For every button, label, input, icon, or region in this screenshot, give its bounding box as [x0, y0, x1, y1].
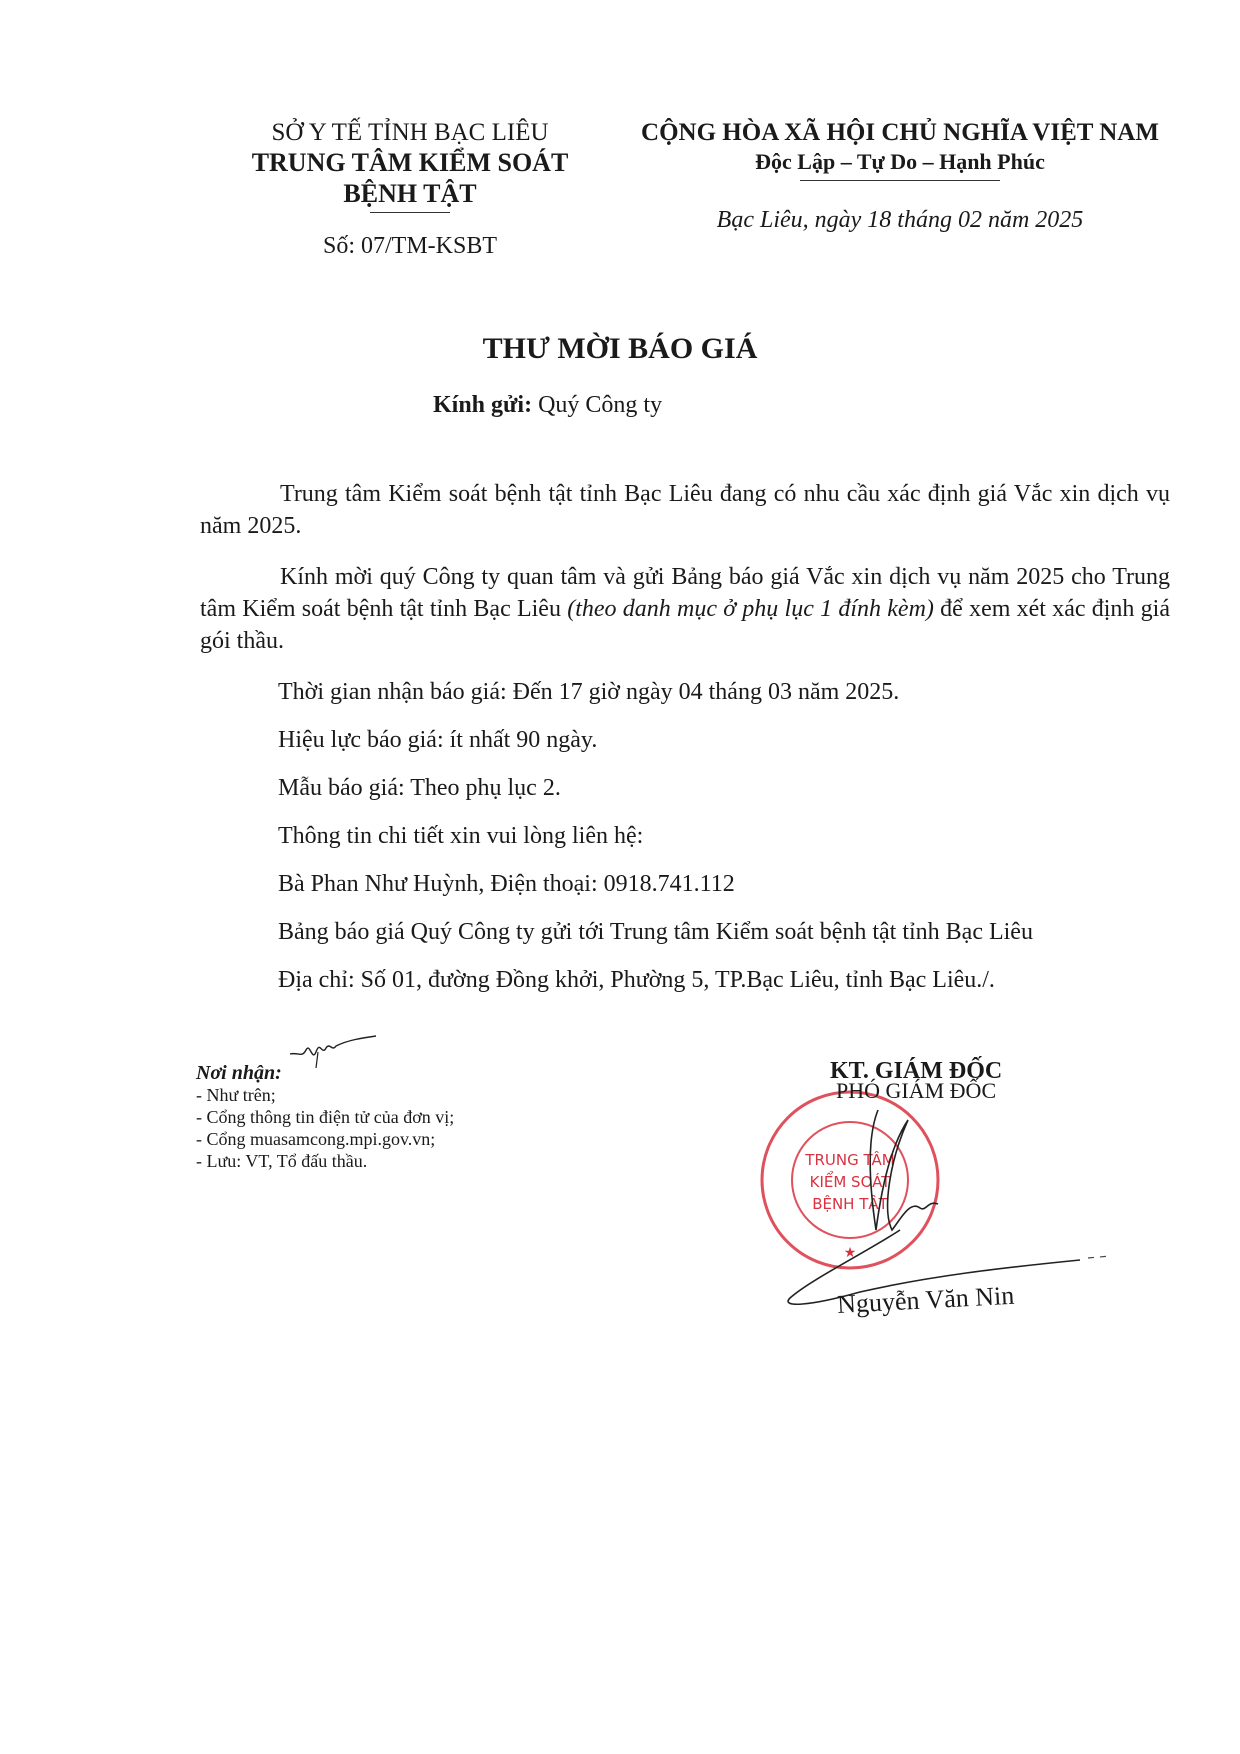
stamp-text-line: KIỂM SOÁT	[809, 1173, 891, 1191]
contact-intro-line: Thông tin chi tiết xin vui lòng liên hệ:	[278, 823, 644, 849]
stamp-star-icon: ★	[843, 1246, 857, 1261]
ministry-name: SỞ Y TẾ TỈNH BẠC LIÊU	[271, 119, 549, 146]
initial-signature	[288, 1032, 378, 1072]
salutation	[433, 392, 662, 419]
signature-subtitle: PHÓ GIÁM ĐỐC	[836, 1078, 997, 1103]
national-motto: Độc Lập – Tự Do – Hạnh Phúc	[755, 149, 1045, 174]
recipient-item: - Cổng muasamcong.mpi.gov.vn;	[196, 1129, 436, 1149]
signature-title: KT. GIÁM ĐỐC	[830, 1058, 1003, 1084]
template-line: Mẫu báo giá: Theo phụ lục 2.	[278, 775, 561, 801]
para2-text-start: Kính mời quý Công ty quan tâm và gửi Bảng báo giá Vắc xin dịch vụ năm 2025 cho Trung tâm Kiểm soát bệnh tật tỉnh Bạc Liêu	[200, 564, 1170, 622]
body-paragraph-2	[200, 561, 1170, 657]
send-to-line: Bảng báo giá Quý Công ty gửi tới Trung tâm Kiểm soát bệnh tật tỉnh Bạc Liêu	[278, 919, 1033, 945]
validity-line: Hiệu lực báo giá: ít nhất 90 ngày.	[278, 727, 598, 753]
recipient-item: - Cổng thông tin điện tử của đơn vị;	[196, 1107, 455, 1127]
document-number: Số: 07/TM-KSBT	[322, 233, 498, 259]
recipients-block	[196, 1062, 454, 1172]
contact-person-line: Bà Phan Như Huỳnh, Điện thoại: 0918.741.112	[278, 871, 735, 897]
place-and-date: Bạc Liêu, ngày 18 tháng 02 năm 2025	[716, 207, 1084, 233]
document-title: THƯ MỜI BÁO GIÁ	[482, 332, 758, 365]
signer-name: Nguyễn Văn Nin	[836, 1280, 1015, 1320]
stamp-text-line: BỆNH TẬT	[812, 1195, 888, 1213]
para1-text: Trung tâm Kiểm soát bệnh tật tỉnh Bạc Liêu đang có nhu cầu xác định giá Vắc xin dịch vụ năm 2025.	[200, 481, 1170, 539]
address-line: Địa chỉ: Số 01, đường Đồng khởi, Phường 5, TP.Bạc Liêu, tỉnh Bạc Liêu./.	[278, 967, 995, 993]
recipient-item: - Lưu: VT, Tổ đấu thầu.	[196, 1151, 368, 1171]
issuing-agency-block	[200, 118, 620, 260]
recipients-heading: Nơi nhận:	[196, 1062, 282, 1084]
recipient-item: - Như trên;	[196, 1085, 276, 1105]
body-paragraph-1	[200, 478, 1170, 542]
salutation-label: Kính gửi:	[433, 392, 533, 418]
header-underline	[370, 212, 450, 213]
para2-text-end: để xem xét xác định giá gói thầu.	[200, 596, 1170, 654]
organization-name-line1: TRUNG TÂM KIỂM SOÁT	[251, 148, 569, 177]
nation-name: CỘNG HÒA XÃ HỘI CHỦ NGHĨA VIỆT NAM	[641, 119, 1159, 146]
organization-name-line2: BỆNH TẬT	[343, 179, 477, 208]
salutation-recipient: Quý Công ty	[538, 392, 663, 418]
motto-underline	[800, 180, 1000, 181]
national-header-block	[600, 118, 1200, 234]
stamp-text-line: TRUNG TÂM	[805, 1151, 895, 1169]
para2-annex-reference: (theo danh mục ở phụ lục 1 đính kèm)	[567, 596, 934, 622]
deadline-line: Thời gian nhận báo giá: Đến 17 giờ ngày 04 tháng 03 năm 2025.	[278, 679, 900, 705]
